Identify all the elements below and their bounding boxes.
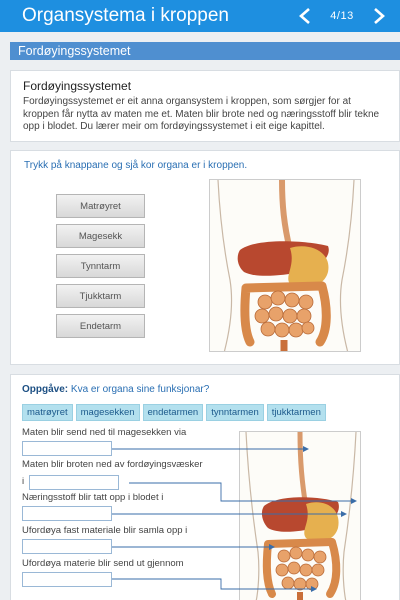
answer-input-2[interactable] — [30, 480, 118, 493]
chip-small-intestine[interactable]: tynntarmen — [206, 404, 264, 421]
answer-input-4[interactable] — [23, 544, 111, 557]
organ-button-small-intestine[interactable]: Tynntarm — [56, 254, 145, 278]
statement-2: Maten blir broten ned av fordøyingsvæsker — [22, 459, 203, 470]
answer-field-4[interactable] — [22, 539, 112, 554]
explore-card — [10, 150, 400, 365]
section-title: Fordøyingssystemet — [10, 42, 400, 60]
answer-input-5[interactable] — [23, 577, 111, 590]
chip-stomach[interactable]: magesekken — [76, 404, 140, 421]
task-question-text: Kva er organa sine funksjonar? — [70, 384, 210, 395]
statement-4: Ufordøya fast materiale blir samla opp i — [22, 525, 188, 536]
organ-button-oesophagus[interactable]: Matrøyret — [56, 194, 145, 218]
intro-card — [10, 70, 400, 142]
organ-button-rectum[interactable]: Endetarm — [56, 314, 145, 338]
answer-input-3[interactable] — [23, 511, 111, 524]
statement-2-suffix: i — [22, 476, 25, 487]
task-label: Oppgåve: — [22, 384, 69, 395]
chip-oesophagus[interactable]: matrøyret — [22, 404, 73, 421]
organ-button-large-intestine[interactable]: Tjukktarm — [56, 284, 145, 308]
chip-large-intestine[interactable]: tjukktarmen — [267, 404, 326, 421]
answer-field-2[interactable] — [29, 475, 119, 490]
top-bar — [0, 0, 400, 32]
organ-button-stomach[interactable]: Magesekk — [56, 224, 145, 248]
statement-1: Maten blir send ned til magesekken via — [22, 427, 187, 438]
answer-field-3[interactable] — [22, 506, 112, 521]
chevron-left-icon — [298, 7, 312, 25]
intro-text: Fordøyingssystemet er eit anna organsystem i kroppen, som sørgjer for at kroppen får nytta av maten me et. Maten blir brote ned og næringsstoff blir tekne opp i blodet. Du lærer meir om fordøyingssystemet i eit eige kapittel. — [23, 96, 380, 132]
answer-input-1[interactable] — [23, 446, 111, 459]
previous-page-button[interactable] — [294, 2, 316, 30]
answer-field-1[interactable] — [22, 441, 112, 456]
answer-field-5[interactable] — [22, 572, 112, 587]
chip-rectum[interactable]: endetarmen — [143, 404, 204, 421]
task-question — [22, 384, 209, 395]
statement-3: Næringsstoff blir tatt opp i blodet i — [22, 492, 164, 503]
explore-prompt: Trykk på knappane og sjå kor organa er i kroppen. — [24, 160, 248, 171]
answer-chips — [22, 404, 326, 421]
app-title: Organsystema i kroppen — [22, 5, 229, 26]
digestive-system-illustration — [209, 179, 361, 352]
digestive-system-diagram — [239, 431, 361, 600]
chevron-right-icon — [372, 7, 386, 25]
task-card — [10, 374, 400, 600]
statement-5: Ufordøya materie blir send ut gjennom — [22, 558, 184, 569]
next-page-button[interactable] — [368, 2, 390, 30]
page-counter: 4/13 — [330, 10, 354, 22]
intro-heading: Fordøyingssystemet — [23, 79, 132, 93]
